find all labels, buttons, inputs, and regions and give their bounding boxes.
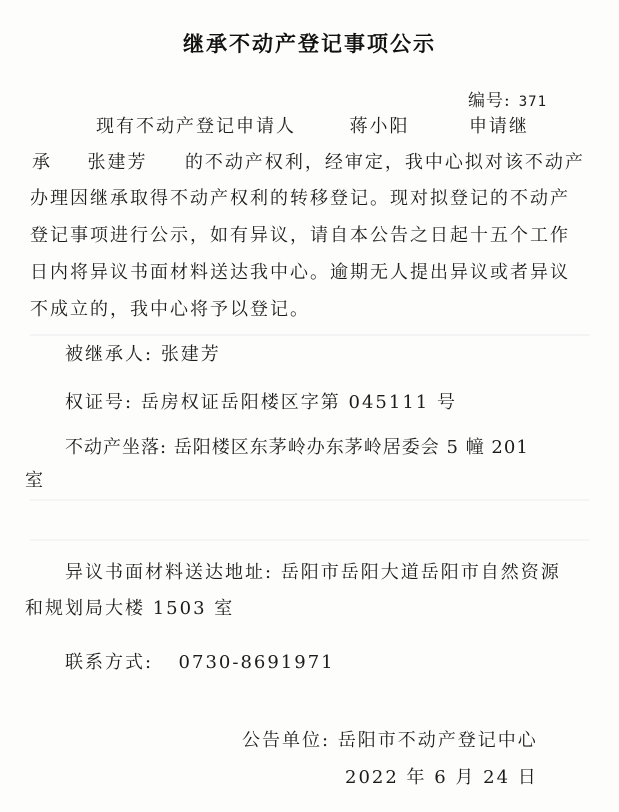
location-value: 岳阳楼区东茅岭办东茅岭居委会 5 幢 201 [173,437,529,458]
body-line1-prefix: 现有不动产登记申请人 [96,116,296,137]
certificate-field [65,388,457,414]
decedent-inline: 张建芳 [87,152,148,173]
body-line-1 [96,112,529,138]
location-field [65,433,529,459]
body-line-4: 登记事项进行公示，如有异议，请自本公告之日起十五个工作 [30,225,570,246]
location-value-cont: 室 [25,470,45,491]
body-line-3: 办理因继承取得不动产权利的转移登记。现对拟登记的不动产 [30,188,570,209]
contact-label: 联系方式: [65,652,154,673]
body-line-2 [32,148,585,174]
decedent-value: 张建芳 [160,344,221,365]
body-line-5: 日内将异议书面材料送达我中心。逾期无人提出异议或者异议 [30,262,570,283]
applicant-name: 蒋小阳 [349,116,410,137]
serial-value: 371 [518,94,548,110]
location-label: 不动产坐落: [65,437,168,458]
address-value: 岳阳市岳阳大道岳阳市自然资源 [280,562,561,583]
serial-number [468,86,547,111]
issuer-label: 公告单位: [242,730,331,751]
serial-label: 编号: [468,91,511,111]
issue-date: 2022 年 6 月 24 日 [345,767,538,788]
certificate-value: 岳房权证岳阳楼区字第 045111 号 [140,392,457,413]
decedent-label: 被继承人: [65,344,154,365]
address-label: 异议书面材料送达地址: [65,562,274,583]
address-field [65,558,561,584]
body-line2-suffix: 的不动产权利，经审定，我中心拟对该不动产 [184,152,585,173]
body-line2-prefix: 承 [32,152,52,173]
contact-field [65,648,335,674]
certificate-label: 权证号: [65,392,134,413]
decedent-field [65,340,221,366]
address-value-cont: 和规划局大楼 1503 室 [25,598,235,619]
issuer-value: 岳阳市不动产登记中心 [337,730,538,751]
body-line-6: 不成立的，我中心将予以登记。 [30,299,310,320]
issuer-field [242,726,538,752]
page-title: 继承不动产登记事项公示 [183,32,436,56]
contact-value: 0730-8691971 [178,652,335,673]
body-line1-suffix: 申请继 [468,116,529,137]
